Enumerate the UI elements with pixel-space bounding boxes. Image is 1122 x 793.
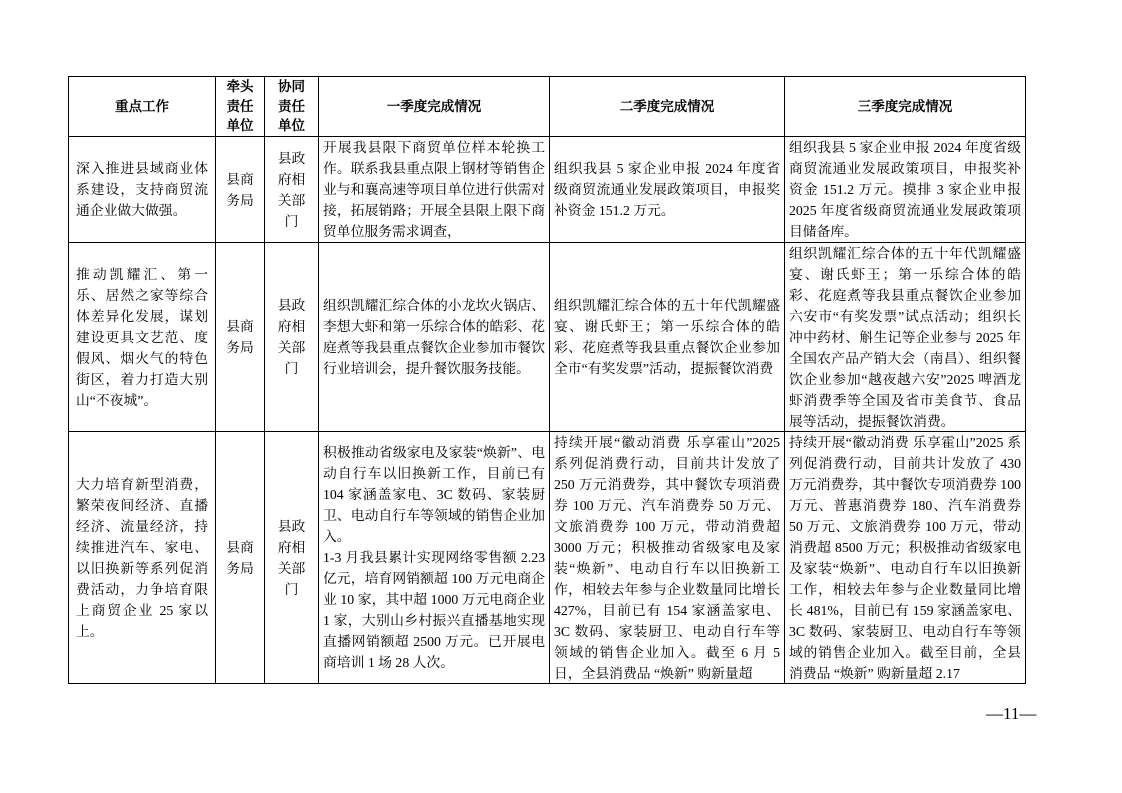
header-key-task: 重点工作 (115, 98, 169, 114)
row-3-q1-paragraph-1: 积极推动省级家电及家装“焕新”、电动自行车以旧换新工作，目前已有 104 家涵盖家电、3C 数码、家装厨卫、电动自行车等领域的销售企业加入。 (323, 445, 545, 544)
row-3-q2-cell (550, 432, 785, 684)
row-3-q1-cell (319, 432, 550, 684)
header-q2-cell (550, 77, 785, 137)
work-progress-table (68, 76, 1026, 684)
row-2-q2-cell (550, 243, 785, 432)
row-1-key-task-cell (69, 137, 216, 243)
row-3-q3-cell (785, 432, 1026, 684)
header-q3: 三季度完成情况 (857, 98, 953, 114)
row-1-q3: 组织我县 5 家企业申报 2024 年度省级商贸流通业发展政策项目，申报奖补资金 151.2 万元。摸排 3 家企业申报 2025 年度省级商贸流通业发展政策项目储备库。 (789, 140, 1021, 239)
header-key-task-cell (69, 77, 216, 137)
row-2-assist-unit: 县政府相关部门 (277, 298, 306, 376)
row-2-q3: 组织凯耀汇综合体的五十年代凯耀盛宴、谢氏虾王；第一乐综合体的皓彩、花庭煮等我县重点餐饮企业参加六安市“有奖发票”试点活动；组织长冲中药材、斛生记等企业参与 2025 年全国农产品产销大会（南昌）、组织餐饮企业参加“越夜越六安”2025 啤酒龙虾消费季等全国及省市美食节、食品展等活动，提振餐饮消费。 (789, 246, 1021, 429)
row-3-key-task: 大力培育新型消费，繁荣夜间经济、直播经济、流量经济，持续推进汽车、家电、以旧换新等系列促消费活动，力争培育限上商贸企业 25 家以上。 (76, 476, 208, 639)
row-2-q1: 组织凯耀汇综合体的小龙坎火锅店、李想大虾和第一乐综合体的皓彩、花庭煮等我县重点餐饮企业参加市餐饮行业培训会，提升餐饮服务技能。 (323, 298, 545, 376)
row-2-q2: 组织凯耀汇综合体的五十年代凯耀盛宴、谢氏虾王；第一乐综合体的皓彩、花庭煮等我县重点餐饮企业参加全市“有奖发票”活动，提振餐饮消费 (554, 298, 780, 376)
row-3-assist-unit-cell (265, 432, 319, 684)
row-3-q3: 持续开展“徽动消费 乐享霍山”2025 系列促消费行动，目前共计发放了 430 万元消费券，其中餐饮专项消费券 100 万元、普惠消费券 180、汽车消费券 50 万元、文旅消费券 100 万元，带动消费超 8500 万元；积极推动省级家电及家装“焕新”、电动自行车以旧换新工作，相较去年参与企业数量同比增长 481%，目前已有 159 家涵盖家电、3C 数码、家装厨卫、电动自行车等领域的销售企业加入。截至目前，全县消费品 “焕新” 购新量超 2.17 (789, 435, 1021, 681)
row-1-assist-unit-cell (265, 137, 319, 243)
row-3-q2: 持续开展“徽动消费 乐享霍山”2025 系列促消费行动，目前共计发放了 250 万元消费券，其中餐饮专项消费券 100 万元、汽车消费券 50 万元、文旅消费券 100 万元，带动消费超 3000 万元；积极推动省级家电及家装“焕新”、电动自行车以旧换新工作，相较去年参与企业数量同比增长 427%，目前已有 154 家涵盖家电、3C 数码、家装厨卫、电动自行车等领域的销售企业加入。截至 6 月 5 日，全县消费品 “焕新” 购新量超 (554, 435, 780, 681)
row-1-q3-cell (785, 137, 1026, 243)
row-1-lead-unit: 县商务局 (226, 171, 254, 208)
row-3-lead-unit: 县商务局 (226, 539, 254, 576)
row-2-lead-unit: 县商务局 (226, 319, 254, 355)
row-2-key-task-cell (69, 243, 216, 432)
page-number: —11— (986, 704, 1037, 723)
row-2-assist-unit-cell (265, 243, 319, 432)
row-2-q3-cell (785, 243, 1026, 432)
header-q2: 二季度完成情况 (619, 98, 715, 114)
header-assist-unit: 协同责任单位 (278, 79, 305, 134)
header-q3-cell (785, 77, 1026, 137)
row-1-q2: 组织我县 5 家企业申报 2024 年度省级商贸流通业发展政策项目，申报奖补资金 151.2 万元。 (554, 161, 780, 218)
row-2-q1-cell (319, 243, 550, 432)
row-3-assist-unit: 县政府相关部门 (277, 518, 306, 597)
row-1-assist-unit: 县政府相关部门 (277, 150, 306, 229)
row-3-lead-unit-cell (216, 432, 265, 684)
row-2-lead-unit-cell (216, 243, 265, 432)
row-3-q1 (323, 442, 545, 673)
row-2-key-task: 推动凯耀汇、第一乐、居然之家等综合体差异化发展，谋划建设更具文艺范、度假风、烟火气的特色街区，着力打造大别山“不夜城”。 (76, 266, 208, 408)
row-1-q2-cell (550, 137, 785, 243)
row-1-q1-cell (319, 137, 550, 243)
header-q1-cell (319, 77, 550, 137)
row-1-q1: 开展我县限下商贸单位样本轮换工作。联系我县重点限上钢材等销售企业与和襄高速等项目单位进行供需对接，拓展销路；开展全县限上限下商贸单位服务需求调查， (323, 140, 545, 239)
header-lead-unit-cell (216, 77, 265, 137)
header-assist-unit-cell (265, 77, 319, 137)
row-3-q1-paragraph-2: 1-3 月我县累计实现网络零售额 2.23 亿元，培育网销额超 100 万元电商企业 10 家，其中超 1000 万元电商企业 1 家，大别山乡村振兴直播基地实现直播网销额超 2500 万元。已开展电商培训 1 场 28 人次。 (323, 550, 545, 670)
header-q1: 一季度完成情况 (386, 98, 482, 114)
row-1-lead-unit-cell (216, 137, 265, 243)
row-3-key-task-cell (69, 432, 216, 684)
row-1-key-task: 深入推进县域商业体系建设，支持商贸流通企业做大做强。 (76, 161, 208, 218)
header-lead-unit: 牵头责任单位 (226, 79, 254, 134)
